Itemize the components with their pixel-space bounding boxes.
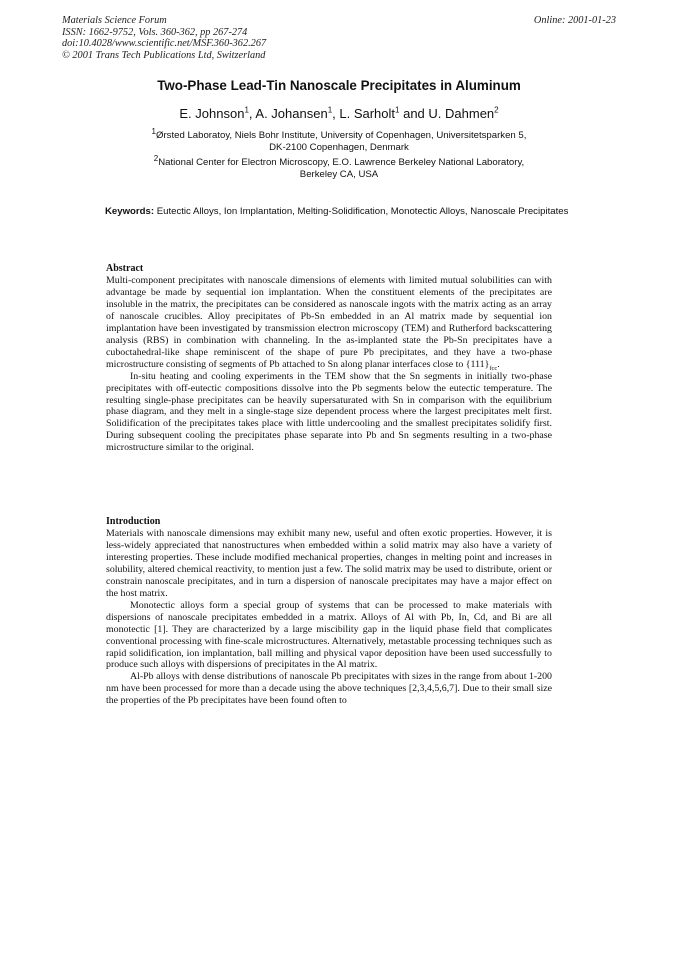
keywords-label: Keywords:: [105, 206, 155, 217]
doi-link[interactable]: doi:10.4028/www.scientific.net/MSF.360-362.267: [62, 38, 267, 50]
author-list: [0, 106, 678, 121]
affiliation-line: National Center for Electron Microscopy, E.O. Lawrence Berkeley National Laboratory,: [158, 157, 525, 168]
abstract-paragraph: In-situ heating and cooling experiments in the TEM show that the Sn segments in initially two-phase precipitates with off-eutectic compositions dissolve into the Pb segments below the eutectic temperature. The resulting single-phase precipitates can be heavily supersaturated with Sn in comparison with the equilibrium phase diagram, and they melt in a single-stage size dependent process where the largest precipitates melt first. Solidification of the precipitates takes place with little undercooling and the smallest precipitates solidify first. During subsequent cooling the precipitates phase separate into Pb and Sn segments resulting in a two-phase microstructure similar to the original.: [106, 370, 552, 454]
author-separator: and: [399, 106, 429, 121]
journal-name: Materials Science Forum: [62, 15, 167, 26]
fcc-subscript: fcc: [489, 364, 498, 372]
affiliation-line: Berkeley CA, USA: [299, 169, 379, 180]
author-name: U. Dahmen: [428, 106, 495, 121]
author-separator: ,: [248, 106, 256, 121]
online-date: Online: 2001-01-23: [533, 15, 616, 26]
affiliation-mark: 1: [244, 105, 249, 115]
issn-line: ISSN: 1662-9752, Vols. 360-362, pp 267-274: [62, 26, 248, 38]
affiliation-number: 1: [151, 126, 156, 136]
affiliation-line: DK-2100 Copenhagen, Denmark: [269, 142, 409, 153]
affiliation-mark: 1: [327, 105, 333, 115]
introduction-paragraph: Al-Pb alloys with dense distributions of nanoscale Pb precipitates with sizes in the range from about 1-200 nm have been processed for more than a decade using the above techniques [2,3,4,5,6,7]. Due to their small size the properties of the Pb precipitates have been found often to: [106, 671, 552, 707]
affiliation-2: [0, 153, 678, 181]
abstract-period: .: [497, 358, 500, 370]
abstract-heading: Abstract: [106, 263, 144, 274]
introduction-section: [106, 516, 552, 707]
affiliation-mark: 1: [395, 105, 400, 115]
abstract-text: Multi-component precipitates with nanoscale dimensions of elements with limited mutual solubilities can with advantage be made by sequential ion implantation. When the constituent elements of the precipitates are insoluble in the matrix, the precipitates can be considered as nanoscale ingots with the matrix acting as an array of nanoscale crucibles. Alloy precipitates of Pb-Sn embedded in an Al matrix made by sequential ion implantation have been investigated by transmission electron microscopy (TEM) and Rutherford backscattering analysis (RBS) in combination with channeling. In the as-implanted state the Pb-Sn precipitates have a cuboctahedral-like shape reminiscent of the shape of pure Pb precipitates, and they have a two-phase microstructure consisting of segments of Pb attached to Sn along planar interfaces close to {111}: [106, 275, 552, 370]
author-separator: ,: [332, 106, 340, 121]
affiliation-line: Ørsted Laboratoy, Niels Bohr Institute, University of Copenhagen, Universitetsparken 5,: [156, 130, 527, 141]
author-name: A. Johansen: [255, 106, 328, 121]
introduction-paragraph: Materials with nanoscale dimensions may exhibit many new, useful and often exotic properties. However, it is less-widely appreciated that nanostructures when embedded within a solid matrix may also have a variety of interesting properties. These include modified mechanical properties, changes in melting point and increases in solubility, altered chemical reactivity, to mention just a few. The solid matrix may be used to distribute, orient or constrain nanoscale precipitates, and in turn a dispersion of nanoscale precipitates may have a major effect on the host matrix.: [106, 528, 552, 599]
abstract-section: [106, 263, 552, 454]
introduction-heading: Introduction: [106, 516, 161, 527]
author-name: E. Johnson: [179, 106, 245, 121]
paper-title: Two-Phase Lead-Tin Nanoscale Precipitates in Aluminum: [157, 78, 521, 93]
copyright-line: © 2001 Trans Tech Publications Ltd, Switzerland: [62, 50, 266, 62]
abstract-paragraph: [106, 275, 552, 371]
author-name: L. Sarholt: [339, 106, 396, 121]
affiliation-mark: 2: [494, 105, 499, 115]
keywords: [105, 206, 575, 218]
introduction-paragraph: Monotectic alloys form a special group of systems that can be processed to make materials with dispersions of nanoscale precipitates embedded in a matrix. Alloys of Al with Pb, In, Cd, and Bi are all monotectic [1]. They are characterized by a large miscibility gap in the liquid phase field that complicates conventional processing with fine-scale microstructures. Alternatively, metastable processing techniques such as rapid solidification, ion implantation, ball milling and physical vapor deposition have been used successfully to produce such alloys with dispersions of precipitates in the Al matrix.: [106, 599, 552, 671]
affiliation-number: 2: [153, 153, 159, 163]
affiliation-1: [0, 126, 678, 154]
keywords-text: Eutectic Alloys, Ion Implantation, Melting-Solidification, Monotectic Alloys, Nanoscale Precipitates: [154, 206, 569, 217]
journal-header: [62, 15, 266, 62]
